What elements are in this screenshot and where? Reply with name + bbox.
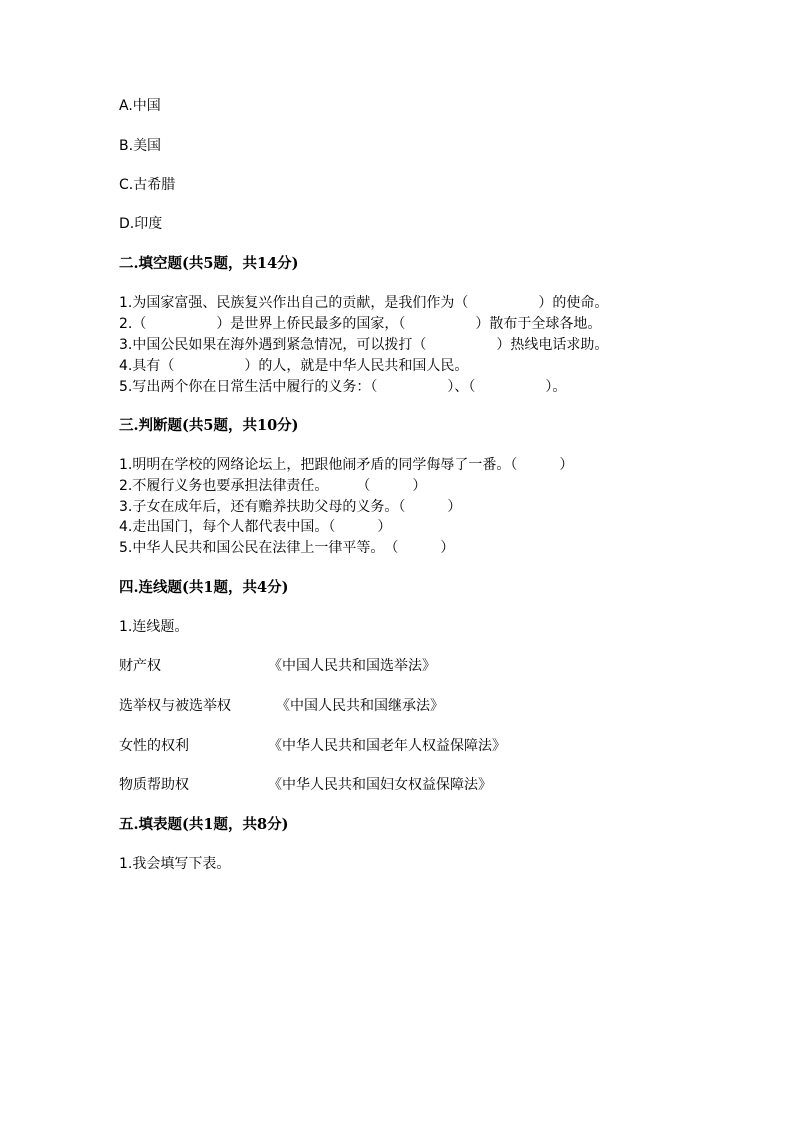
- option-text: 印度: [134, 216, 163, 232]
- true-false-question-3: 3.子女在成年后，还有赡养扶助父母的义务。（ ）: [119, 499, 462, 515]
- matching-right-item-4: 《中华人民共和国妇女权益保障法》: [268, 777, 492, 793]
- section-heading-table-fill: 五.填表题(共1题，共8分): [119, 816, 289, 833]
- matching-right-item-2: 《中国人民共和国继承法》: [276, 698, 444, 714]
- matching-left-item-2: 选举权与被选举权: [119, 698, 231, 714]
- option-text: 美国: [133, 138, 162, 154]
- option-d: [119, 215, 162, 233]
- matching-left-item-4: 物质帮助权: [119, 777, 189, 793]
- option-text: 中国: [132, 98, 161, 114]
- option-a: [119, 97, 161, 115]
- fill-in-question-1: 1.为国家富强、民族复兴作出自己的贡献，是我们作为（ ）的使命。: [119, 295, 609, 311]
- option-letter: A.: [119, 98, 133, 114]
- option-letter: B.: [119, 138, 134, 154]
- option-letter: C.: [119, 177, 134, 193]
- option-b: [119, 137, 161, 155]
- matching-left-item-1: 财产权: [119, 658, 161, 674]
- matching-right-item-1: 《中国人民共和国选举法》: [268, 658, 436, 674]
- true-false-question-4: 4.走出国门，每个人都代表中国。（ ）: [119, 519, 392, 535]
- true-false-question-2: 2.不履行义务也要承担法律责任。 （ ）: [119, 478, 427, 494]
- true-false-question-5: 5.中华人民共和国公民在法律上一律平等。 （ ）: [119, 540, 455, 556]
- matching-right-item-3: 《中华人民共和国老年人权益保障法》: [268, 738, 506, 754]
- matching-question: 1.连线题。: [119, 619, 189, 635]
- fill-in-question-4: 4.具有（ ）的人，就是中华人民共和国人民。: [119, 358, 469, 374]
- section-heading-fill-in: 二.填空题(共5题，共14分): [119, 255, 299, 272]
- option-letter: D.: [119, 216, 135, 232]
- table-fill-question: 1.我会填写下表。: [119, 856, 231, 872]
- true-false-question-1: 1.明明在学校的网络论坛上，把跟他闹矛盾的同学侮辱了一番。（ ）: [119, 457, 574, 473]
- section-heading-true-false: 三.判断题(共5题，共10分): [119, 417, 299, 434]
- fill-in-question-5: 5.写出两个你在日常生活中履行的义务：（ ）、（ ）。: [119, 379, 567, 395]
- section-heading-matching: 四.连线题(共1题，共4分): [119, 579, 289, 596]
- option-text: 古希腊: [133, 177, 176, 193]
- fill-in-question-3: 3.中国公民如果在海外遇到紧急情况，可以拨打（ ）热线电话求助。: [119, 337, 609, 353]
- matching-left-item-3: 女性的权利: [119, 738, 189, 754]
- fill-in-question-2: 2.（ ）是世界上侨民最多的国家，（ ）散布于全球各地。: [119, 316, 602, 332]
- option-c: [119, 176, 175, 194]
